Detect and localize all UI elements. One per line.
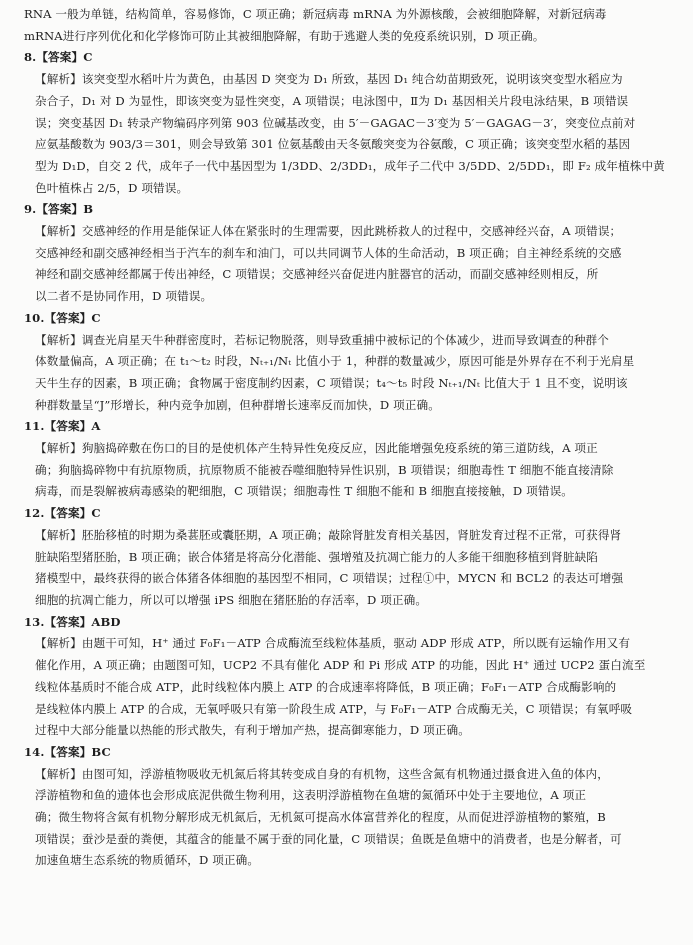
text-line: mRNA进行序列优化和化学修饰可防止其被细胞降解，有助于逃避人类的免疫系统识别，D 项正确。 — [24, 28, 545, 43]
analysis-line: 型为 D₁D，自交 2 代，成年子一代中基因型为 1/3DD、2/3DD₁，成年子二代中 3/5DD、2/5DD₁，即 F₂ 成年植株中黄 — [35, 158, 665, 173]
answer-heading: 9.【答案】B — [24, 202, 94, 217]
analysis-line: 误；突变基因 D₁ 转录产物编码序列第 903 位碱基改变，由 5′－GAGAC－3′变为 5′－GAGAG－3′，突变位点前对 — [35, 115, 636, 130]
text-line: RNA 一般为单链，结构简单，容易修饰，C 项正确；新冠病毒 mRNA 为外源核酸，会被细胞降解，对新冠病毒 — [24, 7, 607, 21]
question-13 — [24, 612, 681, 742]
analysis-line: 天牛生存的因素，B 项正确；食物属于密度制约因素，C 项错误；t₄～t₅ 时段 Nₜ₊₁/Nₜ 比值大于 1 且不变，说明该 — [35, 375, 628, 390]
analysis-line: 猪模型中，最终获得的嵌合体猪各体细胞的基因型不相同，C 项错误；过程①中，MYCN 和 BCL2 的表达可增强 — [35, 571, 624, 586]
analysis-line: 以二者不是协同作用，D 项错误。 — [35, 289, 213, 304]
analysis-line: 【解析】该突变型水稻叶片为黄色，由基因 D 突变为 D₁ 所致，基因 D₁ 纯合幼苗期致死，说明该突变型水稻应为 — [35, 72, 623, 87]
analysis-line: 细胞的抗凋亡能力，所以可以增强 iPS 细胞在猪胚胎的存活率，D 项正确。 — [35, 592, 428, 607]
analysis-line: 应氨基酸数为 903/3＝301，则会导致第 301 位氨基酸由天冬氨酸突变为谷氨酸，C 项正确；该突变型水稻的基因 — [35, 137, 631, 152]
analysis-line: 种群数量呈“J”形增长，种内竞争加剧，但种群增长速率反而加快，D 项正确。 — [35, 397, 440, 412]
analysis-line: 【解析】调查光肩星天牛种群密度时，若标记物脱落，则导致重捕中被标记的个体减少，进而导致调查的种群个 — [35, 332, 609, 347]
analysis-line: 确；狗脑捣碎物中有抗原物质，抗原物质不能被吞噬细胞特异性识别，B 项错误；细胞毒性 T 细胞不能直接清除 — [35, 462, 614, 477]
question-14 — [24, 742, 681, 872]
answer-heading: 10.【答案】C — [24, 310, 101, 325]
analysis-line: 色叶植株占 2/5，D 项错误。 — [35, 180, 189, 195]
analysis-line: 交感神经和副交感神经相当于汽车的刹车和油门，可以共同调节人体的生命活动，B 项正确；自主神经系统的交感 — [35, 245, 622, 260]
analysis-line: 【解析】狗脑捣碎敷在伤口的目的是使机体产生特异性免疫反应，因此能增强免疫系统的第三道防线，A 项正 — [35, 441, 598, 456]
analysis-line: 脏缺陷型猪胚胎，B 项正确；嵌合体猪是将高分化潜能、强增殖及抗凋亡能力的人多能干细胞移植到肾脏缺陷 — [35, 549, 598, 564]
analysis-line: 过程中大部分能量以热能的形式散失，有利于增加产热，提高御寒能力，D 项正确。 — [35, 723, 470, 738]
analysis-line: 【解析】胚胎移植的时期为桑葚胚或囊胚期，A 项正确；敲除肾脏发育相关基因，肾脏发育过程不正常，可获得肾 — [35, 527, 622, 542]
question-12 — [24, 503, 681, 612]
analysis-line: 项错误；蚕沙是蚕的粪便，其蕴含的能量不属于蚕的同化量，C 项错误；鱼既是鱼塘中的消费者，也是分解者，可 — [35, 831, 622, 846]
analysis-line: 确；微生物将含氮有机物分解形成无机氮后，无机氮可提高水体富营养化的程度，从而促进浮游植物的繁殖，B — [35, 810, 606, 825]
answer-heading: 8.【答案】C — [24, 50, 93, 65]
analysis-line: 是线粒体内膜上 ATP 的合成，无氧呼吸只有第一阶段生成 ATP，与 F₀F₁－ATP 合成酶无关，C 项错误；有氧呼吸 — [35, 701, 633, 716]
analysis-line: 加速鱼塘生态系统的物质循环，D 项正确。 — [35, 853, 260, 868]
analysis-line: 神经和副交感神经都属于传出神经，C 项错误；交感神经兴奋促进内脏器官的活动，而副交感神经则相反，所 — [35, 267, 599, 282]
analysis-line: 浮游植物和鱼的遗体也会形成底泥供微生物利用，这表明浮游植物在鱼塘的氮循环中处于主要地位，A 项正 — [35, 788, 587, 803]
answer-heading: 12.【答案】C — [24, 506, 101, 521]
analysis-line: 【解析】由图可知，浮游植物吸收无机氮后将其转变成自身的有机物，这些含氮有机物通过摄食进入鱼的体内， — [35, 766, 609, 781]
question-11 — [24, 416, 681, 503]
answer-heading: 14.【答案】BC — [24, 744, 111, 759]
intro-block — [24, 4, 681, 47]
question-8 — [24, 47, 681, 199]
analysis-line: 体数量偏高，A 项正确；在 t₁～t₂ 时段，Nₜ₊₁/Nₜ 比值小于 1，种群的数量减少，原因可能是外界存在不利于光肩星 — [35, 354, 635, 369]
analysis-line: 线粒体基质时不能合成 ATP，此时线粒体内膜上 ATP 的合成速率将降低，B 项正确；F₀F₁－ATP 合成酶影响的 — [35, 679, 617, 694]
answer-heading: 13.【答案】ABD — [24, 614, 121, 629]
answer-heading: 11.【答案】A — [24, 419, 101, 434]
analysis-line: 杂合子，D₁ 对 D 为显性，即该突变为显性突变，A 项错误；电泳图中，Ⅱ为 D₁ 基因相关片段电泳结果，B 项错误 — [35, 93, 629, 108]
analysis-line: 【解析】由题干可知，H⁺ 通过 F₀F₁－ATP 合成酶流至线粒体基质，驱动 ADP 形成 ATP，所以既有运输作用又有 — [35, 636, 631, 651]
analysis-line: 病毒，而是裂解被病毒感染的靶细胞，C 项错误；细胞毒性 T 细胞不能和 B 细胞直接接触，D 项错误。 — [35, 484, 573, 499]
question-10 — [24, 308, 681, 417]
analysis-line: 催化作用，A 项正确；由题图可知，UCP2 不具有催化 ADP 和 Pi 形成 ATP 的功能，因此 H⁺ 通过 UCP2 蛋白流至 — [35, 658, 646, 673]
question-9 — [24, 199, 681, 308]
analysis-line: 【解析】交感神经的作用是能保证人体在紧张时的生理需要，因此跳桥救人的过程中，交感神经兴奋，A 项错误； — [35, 224, 622, 239]
